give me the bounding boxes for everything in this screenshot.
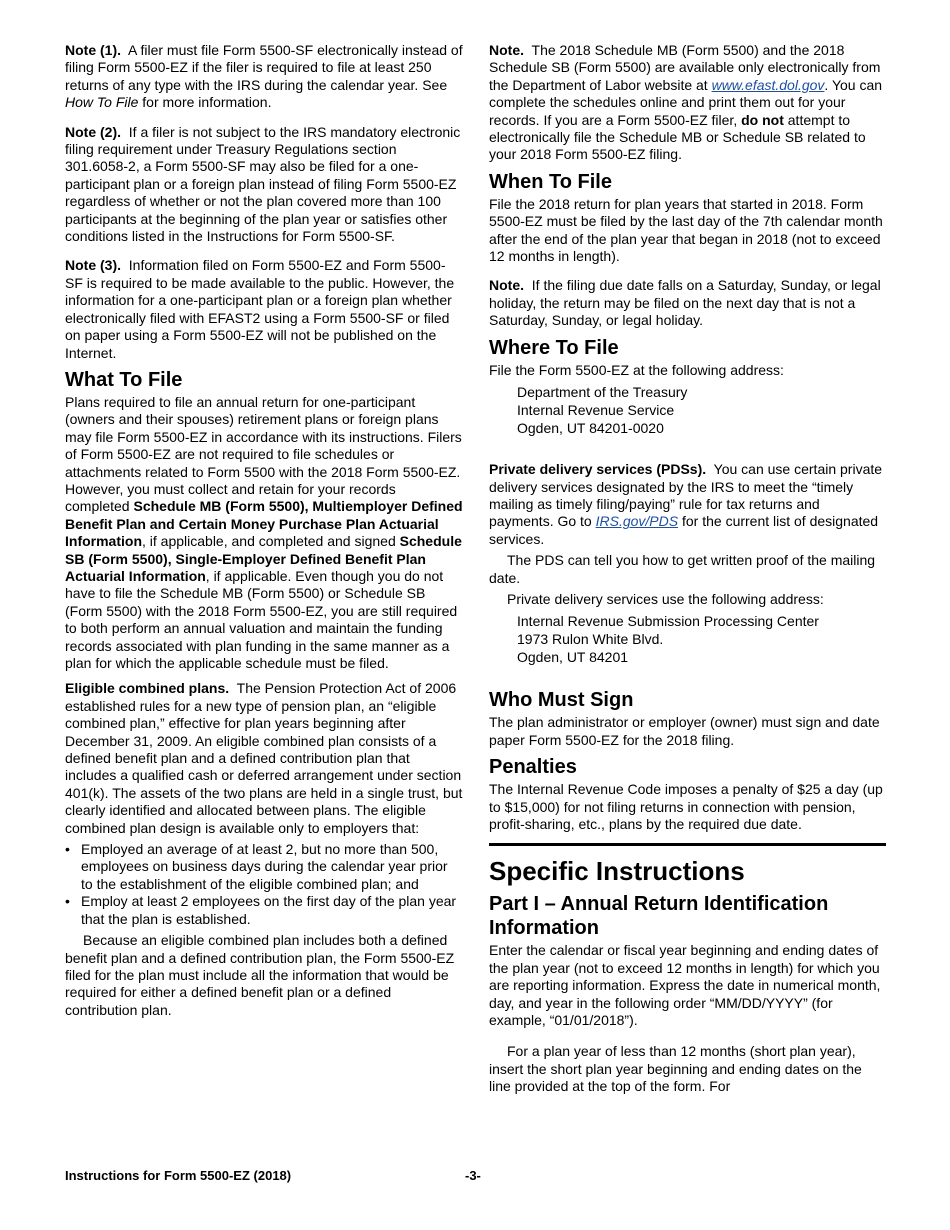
- pds-text: Private delivery services (PDSs). You can use certain private delivery services designated by the IRS to meet the “timely mailing as timely filing/paying” rule for tax returns and payments. Go to IRS.gov/PDS for the current list of designated services.: [489, 461, 883, 547]
- efast-link[interactable]: www.efast.dol.gov: [711, 76, 825, 93]
- eligible-combined-plans: Eligible combined plans. The Pension Protection Act of 2006 established rules for a new type of pension plan, an “eligible combined plan,” effective for plan years beginning after December 31, 2009. An eligible combined plan consists of a defined benefit plan and a defined contribution plan that includes a qualified cash or deferred arrangement under section 401(k). The assets of the two plans are held in a single trust, but clearly identified and allocated between plans. The eligible combined plan design is available only to employers that:: [65, 680, 463, 836]
- list-item: • Employed an average of at least 2, but no more than 500, employees on business days during the calendar year prior to the establishment of the eligible combined plan; and: [65, 841, 448, 892]
- note-1: Note (1). A filer must file Form 5500-SF electronically instead of filing Form 5500-EZ if the filer is required to file at least 250 returns of any type with the IRS during the calendar year. See How To File for more information.: [65, 42, 463, 111]
- pds-address-intro: Private delivery services use the following address:: [507, 590, 824, 607]
- note-2: Note (2). If a filer is not subject to the IRS mandatory electronic filing requirement under Treasury Regulations section 301.6058-2, a Form 5500-SF may also be filed for a one-participant plan or a foreign plan instead of filing Form 5500-EZ regardless of whether or not the plan covered more than 100 participants at the beginning of the plan year or satisfies other conditions listed in the Instructions for Form 5500-SF.: [65, 123, 461, 245]
- when-to-file-note: Note. If the filing due date falls on a Saturday, Sunday, or legal holiday, the return may be filed on the next day that is not a Saturday, Sunday, or legal holiday.: [489, 277, 881, 329]
- where-to-file-text: File the Form 5500-EZ at the following address:: [489, 361, 784, 378]
- right-column: [489, 42, 886, 1108]
- irs-pds-link[interactable]: IRS.gov/PDS: [595, 513, 679, 530]
- bullet-icon: •: [65, 841, 70, 858]
- footer-title: Instructions for Form 5500-EZ (2018): [65, 1168, 292, 1183]
- part1-text: Enter the calendar or fiscal year beginning and ending dates of the plan year (not to exceed 12 months in length) for which you are reporting information. Express the date in numerical month, day, and year in the following order “MM/DD/YYYY” (for example, “01/01/2018”).: [489, 942, 881, 1028]
- part1-short-plan-text: For a plan year of less than 12 months (short plan year), insert the short plan year beginning and ending dates on the line provided at the top of the form. For: [489, 1043, 862, 1095]
- note-3: Note (3). Information filed on Form 5500-EZ and Form 5500-SF is required to be made available to the public. However, the information for a one-participant plan or a foreign plan whether electronically filed with EFAST2 using a Form 5500-SF or filed on paper using a Form 5500-EZ will not be published on the Internet.: [65, 257, 455, 361]
- schedule-note: Note. The 2018 Schedule MB (Form 5500) and the 2018 Schedule SB (Form 5500) are available only electronically from the Department of Labor website at www.efast.dol.gov. You can complete the schedules online and print them out for your records. If you are a Form 5500-EZ filer, do not attempt to electronically file the Schedule MB or Schedule SB related to your 2018 Form 5500-EZ filing.: [489, 42, 883, 163]
- what-to-file-heading: What To File: [65, 368, 183, 391]
- bullet-icon: •: [65, 893, 70, 910]
- penalties-text: The Internal Revenue Code imposes a penalty of $25 a day (up to $15,000) for not filing returns in connection with pension, profit-sharing, etc., plans by the required due date.: [489, 781, 883, 832]
- pds-proof-text: The PDS can tell you how to get written proof of the mailing date.: [489, 552, 876, 586]
- part1-heading: Part I – Annual Return Identification Information: [489, 893, 829, 940]
- specific-instructions-heading: Specific Instructions: [489, 856, 745, 887]
- list-item: • Employ at least 2 employees on the first day of the plan year that the plan is established.: [65, 893, 457, 927]
- page-number: -3-: [465, 1168, 481, 1183]
- specific-instructions-rule: [489, 843, 886, 886]
- left-column: [65, 42, 463, 1031]
- who-must-sign-text: The plan administrator or employer (owner) must sign and date paper Form 5500-EZ for the 2018 filing.: [489, 714, 880, 748]
- penalties-heading: Penalties: [489, 756, 577, 779]
- when-to-file-text: File the 2018 return for plan years that started in 2018. Form 5500-EZ must be filed by the last day of the 7th calendar month after the end of the plan year that began in 2018 (not to exceed 12 months in length).: [489, 195, 883, 265]
- when-to-file-heading: When To File: [489, 170, 612, 193]
- eligible-combined-closing: Because an eligible combined plan includes both a defined benefit plan and a defined contribution plan, the Form 5500-EZ filed for the plan must include all the information that would be required for either a defined benefit plan or a defined contribution plan.: [65, 932, 455, 1018]
- who-must-sign-heading: Who Must Sign: [489, 689, 634, 712]
- employer-bullets: [65, 841, 463, 928]
- where-to-file-heading: Where To File: [489, 336, 619, 359]
- pds-address: Internal Revenue Submission Processing Center 1973 Rulon White Blvd. Ogden, UT 84201: [517, 613, 819, 666]
- treasury-address: Department of the Treasury Internal Revenue Service Ogden, UT 84201-0020: [517, 384, 688, 437]
- what-to-file-text: Plans required to file an annual return for one-participant (owners and their spouses) retirement plans or foreign plans may file Form 5500-EZ in accordance with its instructions. Filers of Form 5500-EZ are not required to file schedules or attachments related to Form 5500 with the 2018 Form 5500-EZ. However, you must collect and retain for your records completed Schedule MB (Form 5500), Multiemployer Defined Benefit Plan and Certain Money Purchase Plan Actuarial Information, if applicable, and completed and signed Schedule SB (Form 5500), Single-Employer Defined Benefit Plan Actuarial Information, if applicable. Even though you do not have to file the Schedule MB (Form 5500) or Schedule SB (Form 5500) with the 2018 Form 5500-EZ, you are still required to both perform an annual valuation and maintain the funding records associated with plan funding in the same manner as a plan for which the applicable schedule must be filed.: [65, 393, 463, 671]
- page-footer: [65, 1168, 885, 1183]
